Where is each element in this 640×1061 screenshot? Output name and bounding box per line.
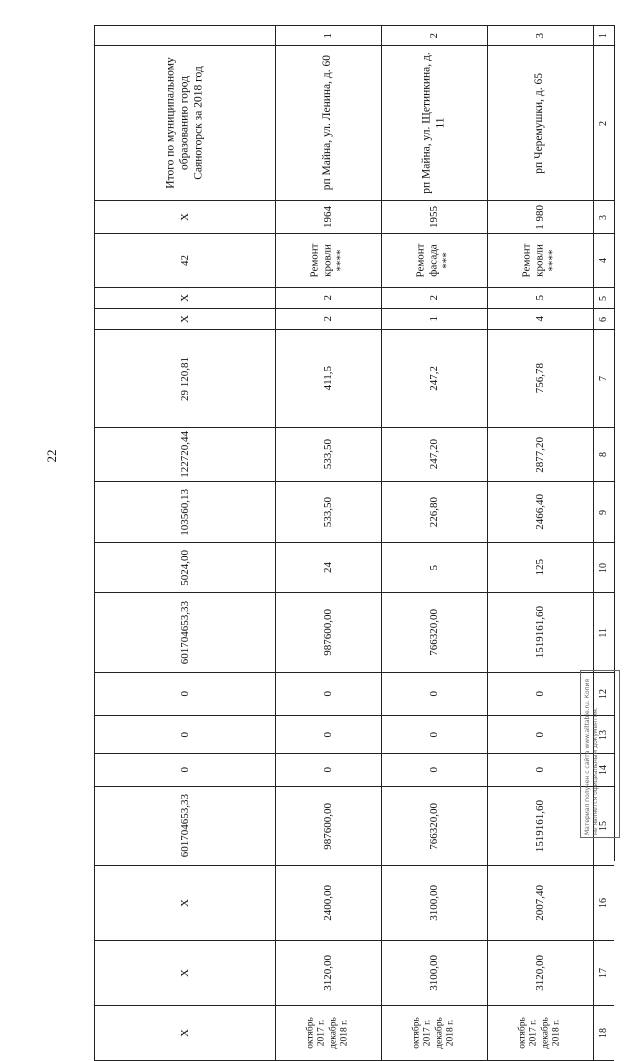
table-rotated-wrapper <box>95 25 615 1049</box>
table-row-3-c14: 0 <box>487 754 593 787</box>
page-number: 22 <box>44 449 59 463</box>
col-header-11: 11 <box>593 593 614 673</box>
table-row-1-c13: 0 <box>275 716 381 754</box>
total-row-c11: 601704653,33 <box>94 593 275 673</box>
program-table <box>94 25 615 1049</box>
total-row-c16: X <box>94 866 275 941</box>
table-row-1-c16: 2400,00 <box>275 866 381 941</box>
table-row-2-c17: 3100,00 <box>381 941 487 1006</box>
table-row-1-c15: 987600,00 <box>275 787 381 866</box>
table-row-3-c11: 1519161,60 <box>487 593 593 673</box>
table-row-1-c8: 533,50 <box>275 428 381 482</box>
table-row-2-year: 1955 <box>381 201 487 234</box>
table-row-3-c16: 2007,40 <box>487 866 593 941</box>
col-header-2: 2 <box>593 46 614 201</box>
table-row-2-c12: 0 <box>381 673 487 716</box>
watermark-stamp <box>580 670 620 838</box>
table-row-2-address: рп Майна, ул. Щетинкина, д. 11 <box>381 46 487 201</box>
table-row-2-c8: 247,20 <box>381 428 487 482</box>
table-row-3-c10: 125 <box>487 543 593 593</box>
total-row-c9: 103560,13 <box>94 482 275 543</box>
col-header-13: 13 <box>593 716 614 754</box>
col-header-17: 17 <box>593 941 614 1006</box>
table-row-2-c14: 0 <box>381 754 487 787</box>
table-row-1-address: рп Майна, ул. Ленина, д. 60 <box>275 46 381 201</box>
table-row-1-c7: 411,5 <box>275 330 381 428</box>
total-row-c8: 122720,44 <box>94 428 275 482</box>
table-row-3-c7: 756,78 <box>487 330 593 428</box>
col-header-6: 6 <box>593 309 614 330</box>
table-row-1-work: Ремонт кровли **** <box>275 234 381 288</box>
table-row-3-c8: 2877,20 <box>487 428 593 482</box>
table-row-3-address: рп Черемушки, д. 65 <box>487 46 593 201</box>
col-header-12: 12 <box>593 673 614 716</box>
table-row-3-num: 3 <box>487 26 593 46</box>
table-row-3-c6: 4 <box>487 309 593 330</box>
total-row-c10: 5024,00 <box>94 543 275 593</box>
col-header-14: 14 <box>593 754 614 787</box>
col-header-4: 4 <box>593 234 614 288</box>
table-row-3-year: 1 980 <box>487 201 593 234</box>
total-row-c15: 601704653,33 <box>94 787 275 866</box>
table-row-3-c13: 0 <box>487 716 593 754</box>
table-row-1-c6: 2 <box>275 309 381 330</box>
col-header-3: 3 <box>593 201 614 234</box>
table-row-2-c6: 1 <box>381 309 487 330</box>
table-row-1-c12: 0 <box>275 673 381 716</box>
table-row-2-c11: 766320,00 <box>381 593 487 673</box>
table-row-2-c5: 2 <box>381 288 487 309</box>
table-row-2-c13: 0 <box>381 716 487 754</box>
col-header-8: 8 <box>593 428 614 482</box>
table-row-1-c18: октябрь 2017 г. декабрь 2018 г. <box>275 1006 381 1061</box>
table-row-3-c9: 2466,40 <box>487 482 593 543</box>
table-row-2-c18: октябрь 2017 г. декабрь 2018 г. <box>381 1006 487 1061</box>
total-row-label: Итого по муниципальному образованию город Саяногорск за 2018 год <box>94 46 275 201</box>
col-header-7: 7 <box>593 330 614 428</box>
total-row-c12: 0 <box>94 673 275 716</box>
col-header-1: 1 <box>593 26 614 46</box>
total-row-c13: 0 <box>94 716 275 754</box>
total-row-c5: X <box>94 288 275 309</box>
table-row-2-work: Ремонт фасада *** <box>381 234 487 288</box>
table-row-1-num: 1 <box>275 26 381 46</box>
table-row-1-c10: 24 <box>275 543 381 593</box>
table-row-3-c15: 1519161,60 <box>487 787 593 866</box>
col-header-5: 5 <box>593 288 614 309</box>
table-row-2-c10: 5 <box>381 543 487 593</box>
total-row-c14: 0 <box>94 754 275 787</box>
total-row-c3: X <box>94 201 275 234</box>
table-row-2-c9: 226,80 <box>381 482 487 543</box>
col-header-9: 9 <box>593 482 614 543</box>
table-row-1-c9: 533,50 <box>275 482 381 543</box>
total-row-c4: 42 <box>94 234 275 288</box>
col-header-10: 10 <box>593 543 614 593</box>
watermark-stamp-text: Материал получен с сайта www.alltable.ru. Копия не является официальным документом. <box>584 678 599 835</box>
col-header-15: 15 <box>593 787 614 866</box>
table-row-1-c14: 0 <box>275 754 381 787</box>
table-row-2-c16: 3100,00 <box>381 866 487 941</box>
table-row-3-work: Ремонт кровли **** <box>487 234 593 288</box>
total-row-c7: 29 120,81 <box>94 330 275 428</box>
table-row-1-c11: 987600,00 <box>275 593 381 673</box>
table-row-2-c7: 247,2 <box>381 330 487 428</box>
total-row-c18: X <box>94 1006 275 1061</box>
total-row-num <box>94 26 275 46</box>
total-row-c17: X <box>94 941 275 1006</box>
total-row-c6: X <box>94 309 275 330</box>
col-header-18: 18 <box>593 1006 614 1061</box>
table-row-1-c5: 2 <box>275 288 381 309</box>
col-header-16: 16 <box>593 866 614 941</box>
table-row-1-c17: 3120,00 <box>275 941 381 1006</box>
table-row-3-c5: 5 <box>487 288 593 309</box>
table-row-3-c17: 3120,00 <box>487 941 593 1006</box>
table-row-2-num: 2 <box>381 26 487 46</box>
table-row-3-c12: 0 <box>487 673 593 716</box>
table-row-2-c15: 766320,00 <box>381 787 487 866</box>
table-row-3-c18: октябрь 2017 г. декабрь 2018 г. <box>487 1006 593 1061</box>
table-row-1-year: 1964 <box>275 201 381 234</box>
